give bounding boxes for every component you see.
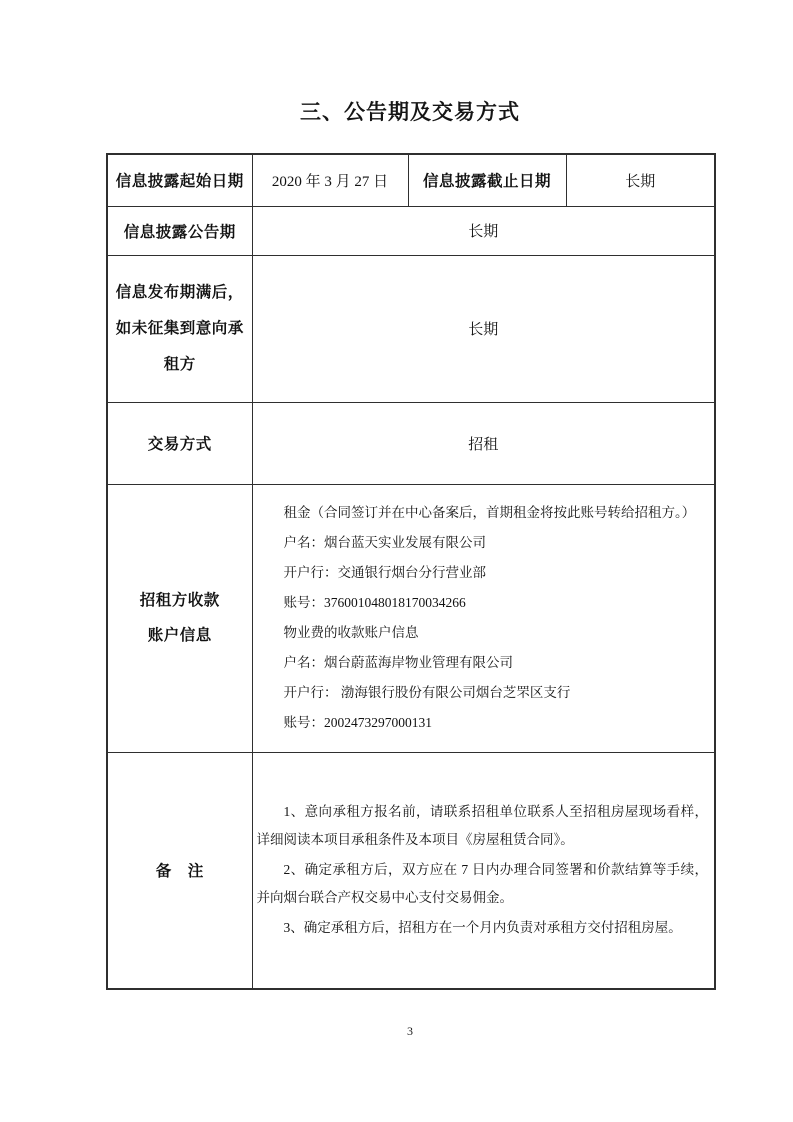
payee-account-label-cell xyxy=(107,484,252,752)
row-payee-account xyxy=(107,484,715,752)
payee-account-label-line2: 账户信息 xyxy=(147,627,212,644)
after-expiry-value: 长期 xyxy=(252,255,715,402)
payee-line: 开户行： 渤海银行股份有限公司烟台芝罘区支行 xyxy=(283,685,571,700)
payee-line: 户名：烟台蔚蓝海岸物业管理有限公司 xyxy=(283,655,513,670)
disclosure-start-value: 2020 年 3 月 27 日 xyxy=(252,154,408,206)
payee-account-label-line1: 招租方收款 xyxy=(139,592,220,609)
row-after-expiry xyxy=(107,255,715,402)
remarks-label: 备 注 xyxy=(107,752,252,989)
payee-line: 开户行：交通银行烟台分行营业部 xyxy=(283,565,486,580)
disclosure-start-label: 信息披露起始日期 xyxy=(107,154,252,206)
payee-line: 账号：376001048018170034266 xyxy=(283,595,466,610)
row-announcement-period xyxy=(107,206,715,255)
payee-line: 租金（合同签订并在中心备案后，首期租金将按此账号转给招租方。） xyxy=(283,505,696,520)
transaction-method-value: 招租 xyxy=(252,402,715,484)
page-number: 3 xyxy=(407,1024,413,1038)
disclosure-end-label: 信息披露截止日期 xyxy=(408,154,566,206)
payee-line: 物业费的收款账户信息 xyxy=(283,625,419,640)
payee-line: 户名：烟台蓝天实业发展有限公司 xyxy=(283,535,486,550)
remarks-paragraph: 2、确定承租方后，双方应在 7 日内办理合同签署和价款结算等手续，并向烟台联合产权交易中心支付交易佣金。 xyxy=(256,862,708,906)
payee-account-details xyxy=(252,484,715,752)
after-expiry-label-cell xyxy=(107,255,252,402)
payee-line: 账号：2002473297000131 xyxy=(283,715,432,730)
remarks-paragraph: 3、确定承租方后，招租方在一个月内负责对承租方交付招租房屋。 xyxy=(283,920,682,936)
announcement-period-label: 信息披露公告期 xyxy=(107,206,252,255)
row-remarks xyxy=(107,752,715,989)
after-expiry-label: 信息发布期满后，如未征集到意向承租方 xyxy=(115,283,244,373)
announcement-table xyxy=(106,153,716,990)
page-title: 三、公告期及交易方式 xyxy=(300,100,520,124)
row-disclosure-dates xyxy=(107,154,715,206)
remarks-content xyxy=(252,752,715,989)
remarks-paragraph: 1、意向承租方报名前，请联系招租单位联系人至招租房屋现场看样，详细阅读本项目承租条件及本项目《房屋租赁合同》。 xyxy=(256,804,708,848)
announcement-period-value: 长期 xyxy=(252,206,715,255)
row-transaction-method xyxy=(107,402,715,484)
transaction-method-label: 交易方式 xyxy=(107,402,252,484)
disclosure-end-value: 长期 xyxy=(566,154,715,206)
